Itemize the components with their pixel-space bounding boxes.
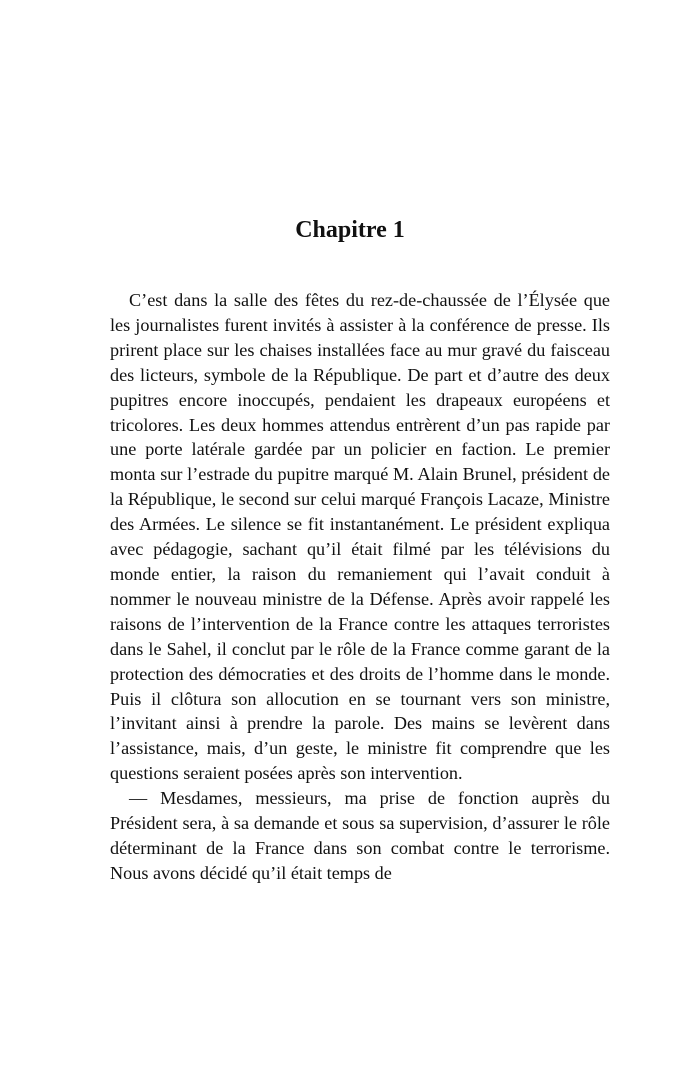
paragraph-2: — Mesdames, messieurs, ma prise de fonction auprès du Président sera, à sa demande et sous sa supervision, d’assurer le rôle déterminant de la France dans son combat contre le terrorisme. Nous avons décidé qu’il était temps de	[110, 788, 610, 883]
body-text	[110, 288, 610, 886]
chapter-title: Chapitre 1	[295, 217, 405, 243]
paragraph-1: C’est dans la salle des fêtes du rez-de-chaussée de l’Élysée que les journalistes furent invités à assister à la conférence de presse. Ils prirent place sur les chaises installées face au mur gravé du faisceau des licteurs, symbole de la République. De part et d’autre des deux pupitres encore inoccupés, pendaient les drapeaux européens et tricolores. Les deux hommes attendus entrèrent d’un pas rapide par une porte latérale gardée par un policier en faction. Le premier monta sur l’estrade du pupitre marqué M. Alain Brunel, président de la République, le second sur celui marqué François Lacaze, Ministre des Armées. Le silence se fit instantanément. Le président expliqua avec pédagogie, sachant qu’il était filmé par les télévisions du monde entier, la raison du remaniement qui l’avait conduit à nommer le nouveau ministre de la Défense. Après avoir rappelé les raisons de l’intervention de la France contre les attaques terroristes dans le Sahel, il conclut par le rôle de la France comme garant de la protection des démocraties et des droits de l’homme dans le monde. Puis il clôtura son allocution en se tournant vers son ministre, l’invitant ainsi à prendre la parole. Des mains se levèrent dans l’assistance, mais, d’un geste, le ministre fit comprendre que les questions seraient posées après son intervention.	[110, 290, 610, 784]
